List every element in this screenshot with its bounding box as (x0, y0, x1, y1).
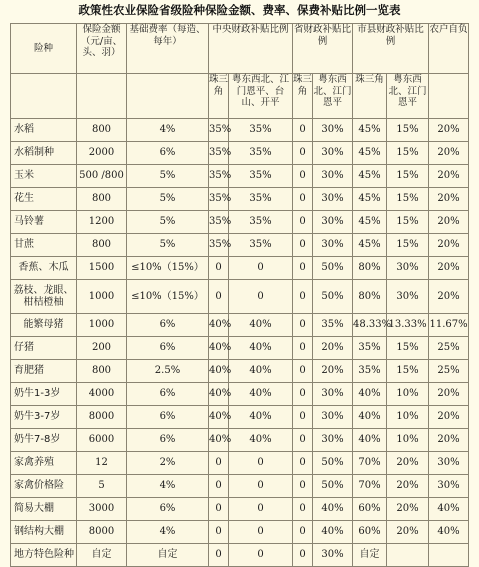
cell-rate: 6% (127, 429, 209, 452)
cell-provincial-pearl-delta: 0 (293, 257, 313, 280)
cell-amount: 1500 (77, 257, 127, 280)
header-insurance-type: 险种 (11, 24, 77, 74)
cell-rate: 5% (127, 188, 209, 211)
cell-county-other: 10% (387, 429, 429, 452)
cell-rate: 6% (127, 142, 209, 165)
cell-farmer-share: 30% (429, 452, 469, 475)
cell-rate: 6% (127, 406, 209, 429)
cell-amount: 800 (77, 234, 127, 257)
cell-rate: 6% (127, 498, 209, 521)
cell-rate: 6% (127, 383, 209, 406)
subheader-county-pearl-delta: 珠三角 (353, 74, 387, 119)
cell-county-pearl-delta: 80% (353, 280, 387, 314)
cell-provincial-pearl-delta: 0 (293, 314, 313, 337)
table-row (11, 544, 469, 567)
cell-county-other: 15% (387, 142, 429, 165)
cell-provincial-other: 50% (313, 452, 353, 475)
cell-farmer-share: 20% (429, 119, 469, 142)
cell-county-other: 15% (387, 234, 429, 257)
cell-insurance-type: 简易大棚 (11, 498, 77, 521)
cell-county-other (387, 544, 429, 567)
cell-insurance-type: 水稻制种 (11, 142, 77, 165)
cell-county-pearl-delta: 45% (353, 211, 387, 234)
cell-county-other: 15% (387, 211, 429, 234)
cell-provincial-pearl-delta: 0 (293, 429, 313, 452)
cell-central-other: 35% (229, 119, 293, 142)
cell-central-pearl-delta: 0 (209, 544, 229, 567)
cell-provincial-pearl-delta: 0 (293, 188, 313, 211)
cell-insurance-type: 仔猪 (11, 337, 77, 360)
cell-farmer-share: 25% (429, 360, 469, 383)
cell-county-other: 13.33% (387, 314, 429, 337)
cell-farmer-share: 20% (429, 211, 469, 234)
cell-provincial-other: 30% (313, 119, 353, 142)
cell-farmer-share: 20% (429, 234, 469, 257)
cell-county-pearl-delta: 40% (353, 383, 387, 406)
cell-county-pearl-delta: 35% (353, 360, 387, 383)
cell-provincial-pearl-delta: 0 (293, 383, 313, 406)
cell-farmer-share: 20% (429, 165, 469, 188)
cell-insurance-type: 甘蔗 (11, 234, 77, 257)
cell-central-pearl-delta: 0 (209, 257, 229, 280)
table-row (11, 211, 469, 234)
header-rate: 基础费率（每造、每年） (127, 24, 209, 74)
cell-county-other: 30% (387, 257, 429, 280)
table-row (11, 429, 469, 452)
cell-county-other: 20% (387, 498, 429, 521)
table-row (11, 498, 469, 521)
table-row (11, 521, 469, 544)
cell-central-other: 0 (229, 280, 293, 314)
cell-rate: 4% (127, 119, 209, 142)
cell-provincial-other: 40% (313, 521, 353, 544)
cell-central-pearl-delta: 0 (209, 521, 229, 544)
cell-farmer-share: 40% (429, 498, 469, 521)
table-row (11, 257, 469, 280)
header-row (11, 24, 469, 74)
cell-farmer-share: 20% (429, 383, 469, 406)
cell-farmer-share: 20% (429, 142, 469, 165)
cell-central-other: 40% (229, 406, 293, 429)
cell-insurance-type: 家禽养殖 (11, 452, 77, 475)
cell-rate: 6% (127, 337, 209, 360)
cell-provincial-other: 20% (313, 360, 353, 383)
cell-county-other: 20% (387, 475, 429, 498)
cell-central-other: 0 (229, 498, 293, 521)
cell-rate: ≤10%（15%） (127, 257, 209, 280)
cell-insurance-type: 奶牛3-7岁 (11, 406, 77, 429)
cell-provincial-other: 30% (313, 406, 353, 429)
cell-county-pearl-delta: 70% (353, 452, 387, 475)
table-row (11, 280, 469, 314)
cell-central-other: 35% (229, 165, 293, 188)
cell-amount: 800 (77, 119, 127, 142)
cell-farmer-share: 20% (429, 257, 469, 280)
cell-provincial-pearl-delta: 0 (293, 337, 313, 360)
subheader-central-pearl-delta: 珠三角 (209, 74, 229, 119)
cell-amount: 1200 (77, 211, 127, 234)
cell-provincial-pearl-delta: 0 (293, 119, 313, 142)
cell-amount: 200 (77, 337, 127, 360)
cell-central-pearl-delta: 35% (209, 188, 229, 211)
cell-provincial-pearl-delta: 0 (293, 142, 313, 165)
cell-insurance-type: 家禽价格险 (11, 475, 77, 498)
table-row (11, 234, 469, 257)
cell-insurance-type: 马铃薯 (11, 211, 77, 234)
cell-farmer-share: 20% (429, 188, 469, 211)
cell-rate: 4% (127, 475, 209, 498)
cell-insurance-type: 荔枝、龙眼、柑桔橙柚 (11, 280, 77, 314)
cell-central-other: 35% (229, 142, 293, 165)
cell-county-pearl-delta: 70% (353, 475, 387, 498)
cell-central-other: 0 (229, 475, 293, 498)
subheader-county-other: 粤东西北、江门恩平 (387, 74, 429, 119)
cell-central-other: 0 (229, 544, 293, 567)
cell-rate: 自定 (127, 544, 209, 567)
cell-farmer-share: 20% (429, 406, 469, 429)
cell-rate: 2.5% (127, 360, 209, 383)
cell-farmer-share: 20% (429, 429, 469, 452)
cell-rate: 5% (127, 165, 209, 188)
cell-central-other: 35% (229, 188, 293, 211)
cell-central-pearl-delta: 40% (209, 360, 229, 383)
cell-provincial-other: 50% (313, 257, 353, 280)
cell-insurance-type: 花生 (11, 188, 77, 211)
cell-central-other: 35% (229, 234, 293, 257)
cell-amount: 500 /800 (77, 165, 127, 188)
cell-county-pearl-delta: 80% (353, 257, 387, 280)
cell-provincial-other: 30% (313, 142, 353, 165)
cell-insurance-type: 水稻 (11, 119, 77, 142)
cell-amount: 5 (77, 475, 127, 498)
cell-central-pearl-delta: 40% (209, 383, 229, 406)
cell-amount: 4000 (77, 383, 127, 406)
cell-provincial-other: 30% (313, 211, 353, 234)
cell-rate: 6% (127, 314, 209, 337)
cell-central-pearl-delta: 0 (209, 452, 229, 475)
cell-farmer-share (429, 544, 469, 567)
cell-county-pearl-delta: 40% (353, 429, 387, 452)
cell-amount: 12 (77, 452, 127, 475)
subheader-row (11, 74, 469, 119)
subheader-provincial-pearl-delta: 珠三角 (293, 74, 313, 119)
cell-farmer-share: 25% (429, 337, 469, 360)
cell-county-other: 15% (387, 165, 429, 188)
cell-provincial-other: 30% (313, 383, 353, 406)
cell-central-pearl-delta: 40% (209, 406, 229, 429)
cell-amount: 8000 (77, 406, 127, 429)
cell-county-pearl-delta: 35% (353, 337, 387, 360)
cell-rate: 4% (127, 521, 209, 544)
cell-central-pearl-delta: 0 (209, 498, 229, 521)
cell-county-other: 10% (387, 383, 429, 406)
cell-farmer-share: 20% (429, 280, 469, 314)
cell-central-pearl-delta: 35% (209, 234, 229, 257)
cell-insurance-type: 地方特色险种 (11, 544, 77, 567)
subsidy-table (10, 23, 469, 567)
header-county-subsidy: 市县财政补贴比例 (353, 24, 429, 74)
table-row (11, 337, 469, 360)
cell-central-other: 40% (229, 337, 293, 360)
cell-central-other: 40% (229, 360, 293, 383)
cell-provincial-pearl-delta: 0 (293, 521, 313, 544)
header-provincial-subsidy: 省财政补贴比例 (293, 24, 353, 74)
subheader-central-other: 粤东西北、江门恩平、台山、开平 (229, 74, 293, 119)
cell-provincial-pearl-delta: 0 (293, 452, 313, 475)
table-row (11, 142, 469, 165)
document-title: 政策性农业保险省级险种保险金额、费率、保费补贴比例一览表 (78, 3, 401, 17)
cell-amount: 800 (77, 360, 127, 383)
table-row (11, 314, 469, 337)
table-row (11, 475, 469, 498)
cell-provincial-pearl-delta: 0 (293, 406, 313, 429)
cell-amount: 800 (77, 188, 127, 211)
cell-county-pearl-delta: 60% (353, 521, 387, 544)
cell-central-other: 40% (229, 429, 293, 452)
cell-provincial-other: 30% (313, 234, 353, 257)
cell-provincial-pearl-delta: 0 (293, 498, 313, 521)
cell-central-pearl-delta: 40% (209, 429, 229, 452)
cell-provincial-other: 20% (313, 337, 353, 360)
cell-central-pearl-delta: 0 (209, 475, 229, 498)
cell-central-pearl-delta: 35% (209, 211, 229, 234)
cell-provincial-other: 50% (313, 280, 353, 314)
cell-central-other: 35% (229, 211, 293, 234)
cell-insurance-type: 香蕉、木瓜 (11, 257, 77, 280)
cell-amount: 2000 (77, 142, 127, 165)
table-row (11, 119, 469, 142)
header-farmer-share: 农户自负 (429, 24, 469, 74)
cell-provincial-other: 35% (313, 314, 353, 337)
cell-county-other: 15% (387, 119, 429, 142)
cell-central-pearl-delta: 35% (209, 142, 229, 165)
cell-insurance-type: 育肥猪 (11, 360, 77, 383)
cell-provincial-other: 40% (313, 498, 353, 521)
cell-central-other: 0 (229, 257, 293, 280)
cell-provincial-pearl-delta: 0 (293, 544, 313, 567)
cell-central-pearl-delta: 40% (209, 337, 229, 360)
cell-county-other: 15% (387, 337, 429, 360)
cell-provincial-other: 50% (313, 475, 353, 498)
cell-insurance-type: 能繁母猪 (11, 314, 77, 337)
cell-provincial-pearl-delta: 0 (293, 360, 313, 383)
table-row (11, 406, 469, 429)
table-row (11, 383, 469, 406)
cell-central-pearl-delta: 35% (209, 119, 229, 142)
cell-insurance-type: 奶牛1-3岁 (11, 383, 77, 406)
cell-county-pearl-delta: 48.33% (353, 314, 387, 337)
cell-insurance-type: 奶牛7-8岁 (11, 429, 77, 452)
cell-county-pearl-delta: 45% (353, 188, 387, 211)
cell-county-pearl-delta: 40% (353, 406, 387, 429)
subheader-provincial-other: 粤东西北、江门恩平 (313, 74, 353, 119)
cell-rate: 5% (127, 211, 209, 234)
cell-provincial-other: 30% (313, 188, 353, 211)
cell-county-other: 20% (387, 521, 429, 544)
cell-county-pearl-delta: 45% (353, 165, 387, 188)
table-row (11, 188, 469, 211)
cell-central-other: 0 (229, 521, 293, 544)
cell-central-pearl-delta: 0 (209, 280, 229, 314)
header-central-subsidy: 中央财政补贴比例 (209, 24, 293, 74)
cell-amount: 8000 (77, 521, 127, 544)
cell-county-other: 15% (387, 360, 429, 383)
cell-county-pearl-delta: 45% (353, 119, 387, 142)
cell-central-other: 0 (229, 452, 293, 475)
cell-county-other: 30% (387, 280, 429, 314)
cell-farmer-share: 30% (429, 475, 469, 498)
cell-rate: 2% (127, 452, 209, 475)
cell-amount: 自定 (77, 544, 127, 567)
cell-rate: ≤10%（15%） (127, 280, 209, 314)
cell-county-other: 15% (387, 188, 429, 211)
cell-provincial-other: 30% (313, 544, 353, 567)
cell-provincial-pearl-delta: 0 (293, 165, 313, 188)
cell-farmer-share: 40% (429, 521, 469, 544)
cell-amount: 1000 (77, 314, 127, 337)
table-row (11, 360, 469, 383)
header-amount: 保险金额（元/亩、头、羽） (77, 24, 127, 74)
cell-rate: 5% (127, 234, 209, 257)
cell-county-pearl-delta: 45% (353, 142, 387, 165)
cell-central-other: 40% (229, 314, 293, 337)
cell-insurance-type: 钢结构大棚 (11, 521, 77, 544)
cell-farmer-share: 11.67% (429, 314, 469, 337)
table-row (11, 452, 469, 475)
cell-central-other: 40% (229, 383, 293, 406)
cell-provincial-pearl-delta: 0 (293, 211, 313, 234)
cell-county-pearl-delta: 60% (353, 498, 387, 521)
cell-amount: 6000 (77, 429, 127, 452)
cell-provincial-pearl-delta: 0 (293, 280, 313, 314)
cell-provincial-pearl-delta: 0 (293, 475, 313, 498)
cell-county-pearl-delta: 45% (353, 234, 387, 257)
cell-county-other: 10% (387, 406, 429, 429)
cell-central-pearl-delta: 40% (209, 314, 229, 337)
cell-insurance-type: 玉米 (11, 165, 77, 188)
cell-central-pearl-delta: 35% (209, 165, 229, 188)
cell-provincial-other: 30% (313, 429, 353, 452)
cell-county-other: 20% (387, 452, 429, 475)
cell-amount: 1000 (77, 280, 127, 314)
cell-county-pearl-delta: 自定 (353, 544, 387, 567)
cell-amount: 3000 (77, 498, 127, 521)
cell-provincial-pearl-delta: 0 (293, 234, 313, 257)
table-row (11, 165, 469, 188)
cell-provincial-other: 30% (313, 165, 353, 188)
